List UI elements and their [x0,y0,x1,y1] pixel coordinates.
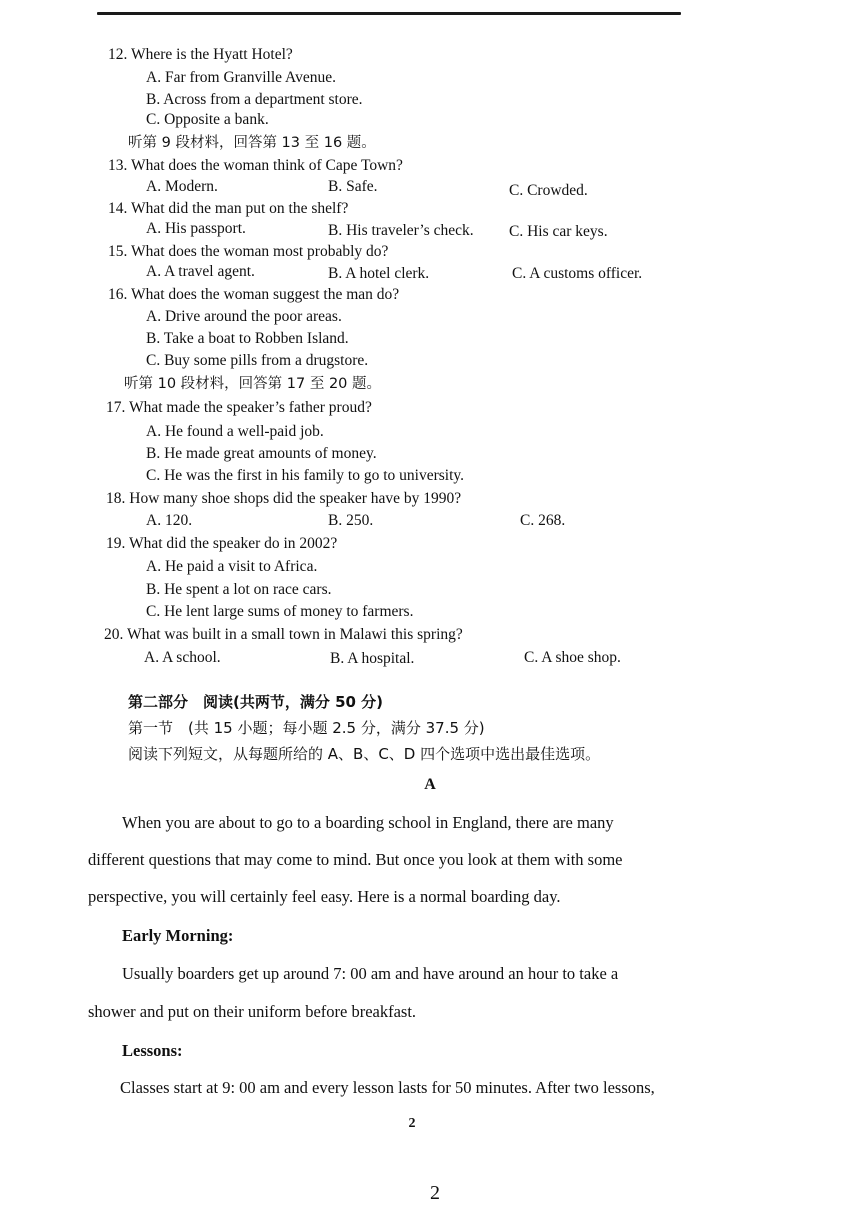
q18-option-b: B. 250. [328,512,374,529]
question-12: 12. Where is the Hyatt Hotel? [108,46,293,63]
passage-line: different questions that may come to mind. But once you look at them with some [88,850,623,869]
q19-option-b: B. He spent a lot on race cars. [146,581,332,598]
section-one-title: 第一节 (共 15 小题；每小题 2.5 分，满分 37.5 分) [128,719,485,737]
question-18: 18. How many shoe shops did the speaker have by 1990? [106,490,462,507]
inner-page-number: 2 [408,1116,416,1131]
question-16: 16. What does the woman suggest the man do? [108,286,400,303]
q20-option-c: C. A shoe shop. [524,649,621,666]
passage-line: shower and put on their uniform before breakfast. [88,1002,417,1021]
question-17: 17. What made the speaker’s father proud? [106,399,372,416]
q17-option-a: A. He found a well-paid job. [146,423,324,440]
question-19: 19. What did the speaker do in 2002? [106,535,338,552]
q13-option-a: A. Modern. [146,178,218,195]
q16-option-c: C. Buy some pills from a drugstore. [146,352,369,369]
q17-option-c: C. He was the first in his family to go to university. [146,467,464,484]
q18-option-a: A. 120. [146,512,193,529]
q16-option-a: A. Drive around the poor areas. [146,308,342,325]
q12-option-a: A. Far from Granville Avenue. [146,69,336,86]
q15-option-c: C. A customs officer. [512,265,643,282]
part-two-title: 第二部分 阅读(共两节，满分 50 分) [128,693,384,711]
q12-option-c: C. Opposite a bank. [146,111,269,128]
passage-line: Classes start at 9: 00 am and every lesson lasts for 50 minutes. After two lessons, [120,1078,655,1097]
q17-option-b: B. He made great amounts of money. [146,445,377,462]
q13-option-b: B. Safe. [328,178,378,195]
q14-option-c: C. His car keys. [509,223,608,240]
q13-option-c: C. Crowded. [509,182,588,199]
passage-label: A [424,776,436,793]
q12-option-b: B. Across from a department store. [146,91,363,108]
question-14: 14. What did the man put on the shelf? [108,200,349,217]
outer-page-number: 2 [430,1182,440,1204]
q14-option-b: B. His traveler’s check. [328,222,474,239]
instruction-section-9: 听第 9 段材料，回答第 13 至 16 题。 [128,135,376,151]
q15-option-a: A. A travel agent. [146,263,255,280]
q15-option-b: B. A hotel clerk. [328,265,430,282]
q20-option-a: A. A school. [144,649,221,666]
q18-option-c: C. 268. [520,512,566,529]
passage-line: perspective, you will certainly feel easy. Here is a normal boarding day. [88,887,561,906]
q14-option-a: A. His passport. [146,220,246,237]
question-13: 13. What does the woman think of Cape Town? [108,157,403,174]
heading-early-morning: Early Morning: [122,926,234,945]
passage-line: When you are about to go to a boarding school in England, there are many [122,813,614,832]
q19-option-a: A. He paid a visit to Africa. [146,558,318,575]
question-15: 15. What does the woman most probably do? [108,243,389,260]
reading-instruction: 阅读下列短文，从每题所给的 A、B、C、D 四个选项中选出最佳选项。 [128,745,601,763]
heading-lessons: Lessons: [122,1041,183,1060]
question-20: 20. What was built in a small town in Malawi this spring? [104,626,463,643]
q19-option-c: C. He lent large sums of money to farmers. [146,603,414,620]
instruction-section-10: 听第 10 段材料，回答第 17 至 20 题。 [124,376,382,392]
top-rule [97,12,681,15]
q16-option-b: B. Take a boat to Robben Island. [146,330,349,347]
q20-option-b: B. A hospital. [330,650,415,667]
passage-line: Usually boarders get up around 7: 00 am and have around an hour to take a [122,964,619,983]
